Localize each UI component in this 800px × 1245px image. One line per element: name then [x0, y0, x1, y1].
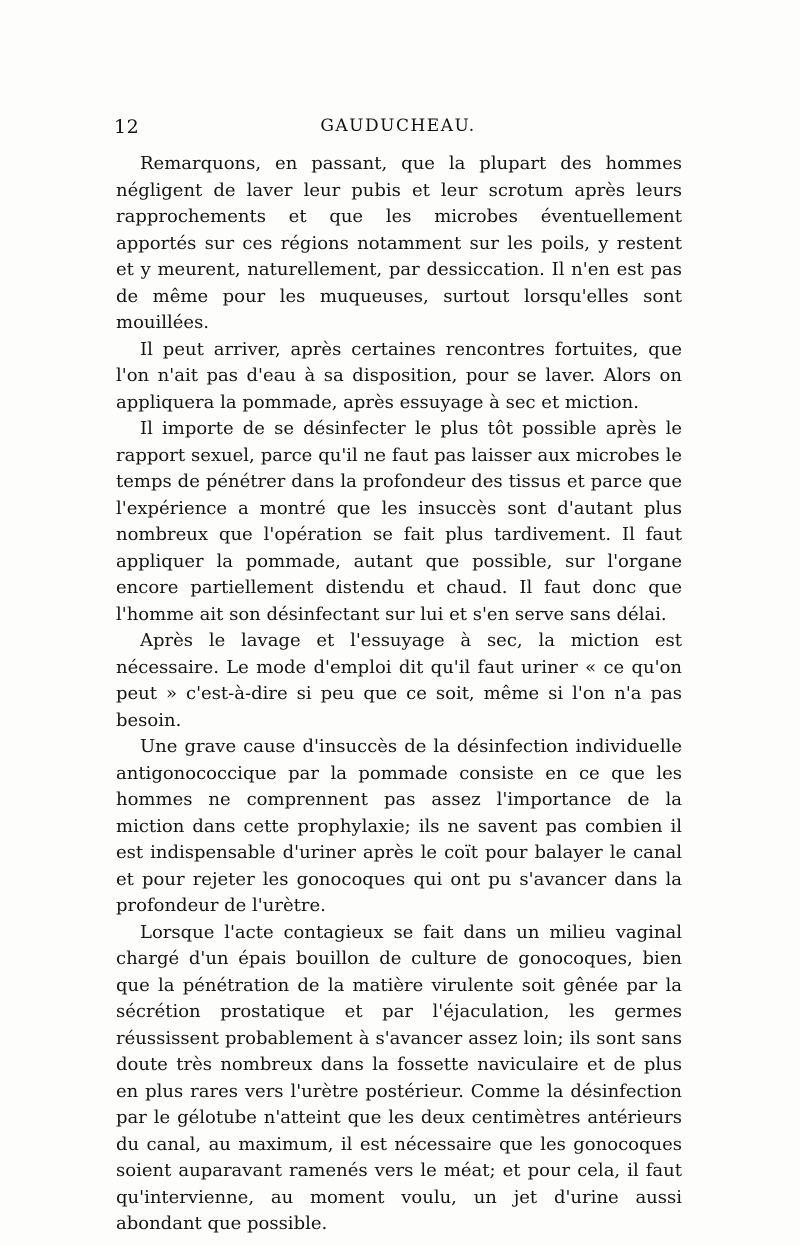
page-number: 12 — [114, 116, 140, 138]
paragraph-2: Il peut arriver, après certaines rencontres fortuites, que l'on n'ait pas d'eau à sa disposition, pour se laver. Alors on appliquera la pommade, après essuyage à sec et miction. — [116, 338, 682, 413]
paragraph-3: Il importe de se désinfecter le plus tôt possible après le rapport sexuel, parce qu'il ne faut pas laisser aux microbes le temps de pénétrer dans la profondeur des tissus et parce que l'expérience a montré que les insuccès sont d'autant plus nombreux que l'opération se fait plus tardivement. Il faut appliquer la pommade, autant que possible, sur l'organe encore partiellement distendu et chaud. Il faut donc que l'homme ait son désinfectant sur lui et s'en serve sans délai. — [116, 418, 682, 625]
running-title: GAUDUCHEAU. — [320, 116, 476, 136]
page-header — [114, 116, 682, 142]
paragraph-5: Une grave cause d'insuccès de la désinfection individuelle antigonococcique par la pommade consiste en ce que les hommes ne comprennent pas assez l'importance de la miction dans cette prophylaxie; ils ne savent pas combien il est indispensable d'uriner après le coït pour balayer le canal et pour rejeter les gonocoques qui ont pu s'avancer dans la profondeur de l'urètre. — [116, 736, 682, 916]
paragraph-1: Remarquons, en passant, que la plupart des hommes négligent de laver leur pubis et leur scrotum après leurs rapprochements et que les microbes éventuellement apportés sur ces régions notamment sur les poils, y restent et y meurent, naturellement, par dessiccation. Il n'en est pas de même pour les muqueuses, surtout lorsqu'elles sont mouillées. — [116, 153, 682, 333]
paragraph-6: Lorsque l'acte contagieux se fait dans un milieu vaginal chargé d'un épais bouillon de culture de gonocoques, bien que la pénétration de la matière virulente soit gênée par la sécrétion prostatique et par l'éjaculation, les germes réussissent probablement à s'avancer assez loin; ils sont sans doute très nombreux dans la fossette naviculaire et de plus en plus rares vers l'urètre postérieur. Comme la désinfection par le gélotube n'atteint que les deux centimètres antérieurs du canal, au maximum, il est nécessaire que les gonocoques soient auparavant ramenés vers le méat; et pour cela, il faut qu'intervienne, au moment voulu, un jet d'urine aussi abondant que possible. — [116, 921, 682, 1234]
paragraph-4: Après le lavage et l'essuyage à sec, la miction est nécessaire. Le mode d'emploi dit qu'il faut uriner « ce qu'on peut » c'est-à-dire si peu que ce soit, même si l'on n'a pas besoin. — [116, 630, 682, 731]
body-text — [116, 151, 682, 1238]
